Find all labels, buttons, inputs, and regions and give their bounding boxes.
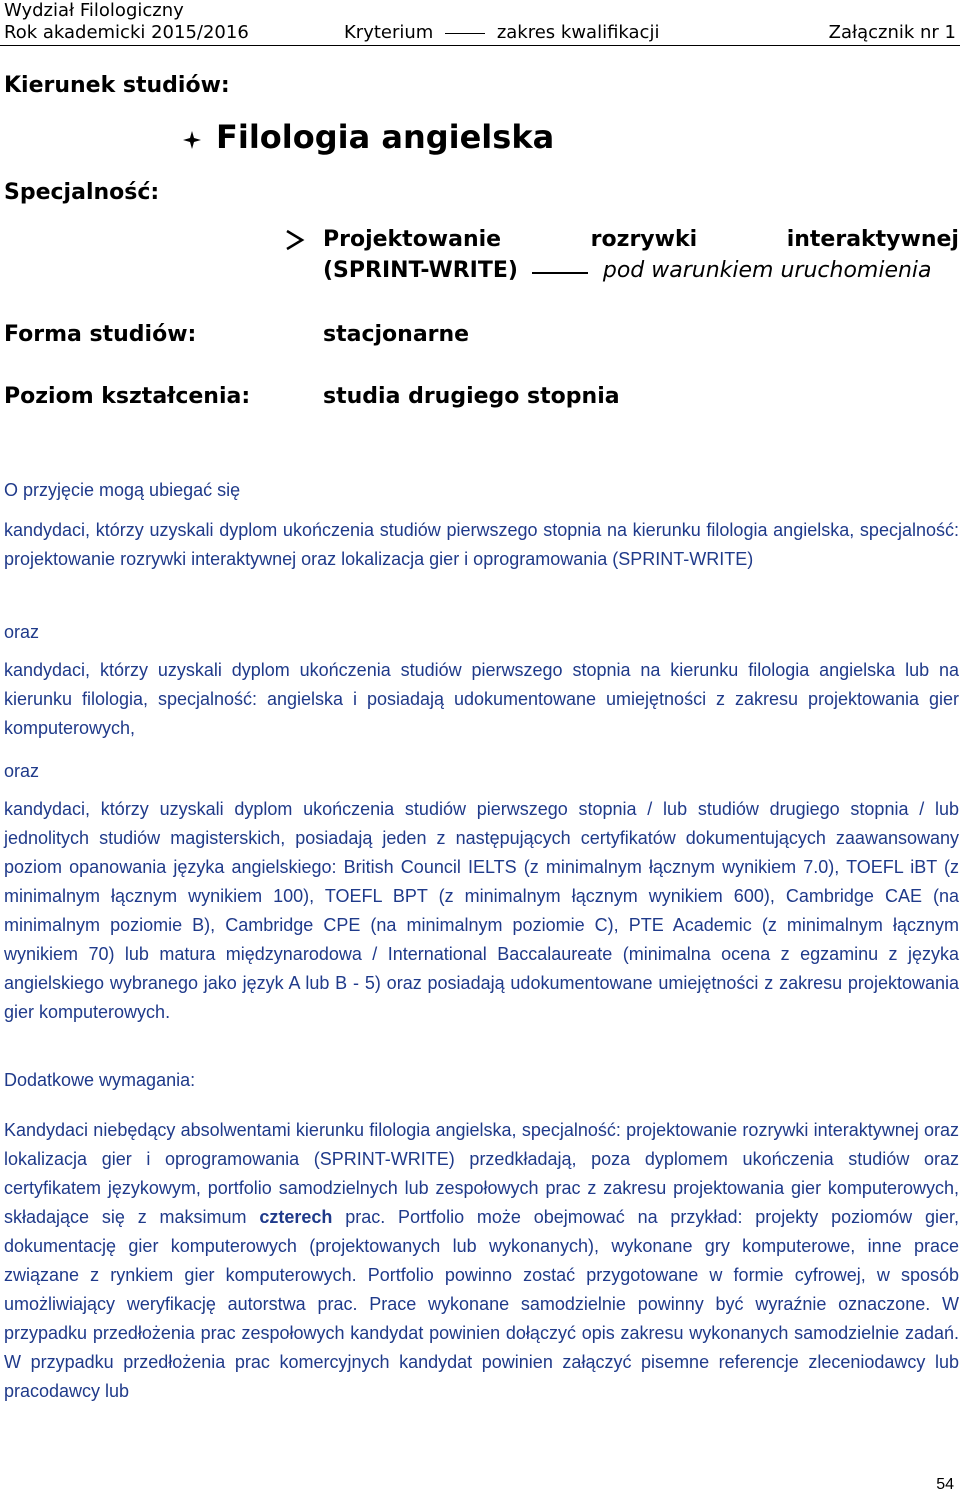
label-level: Poziom kształcenia: bbox=[4, 384, 251, 409]
header-faculty: Wydział Filologiczny bbox=[4, 0, 184, 21]
specialty-line-2 bbox=[323, 258, 932, 283]
specialty-line-1 bbox=[323, 227, 959, 252]
em-dash bbox=[445, 33, 485, 34]
header-criterion-a: Kryterium bbox=[344, 22, 434, 43]
specialty-word-3: interaktywnej bbox=[786, 227, 959, 252]
diamond-bullet-icon bbox=[182, 130, 202, 155]
admission-paragraph-1: kandydaci, którzy uzyskali dyplom ukończenia studiów pierwszego stopnia na kierunku filologia angielska, specjalność: projektowanie rozrywki interaktywnej oraz lokalizacja gier i oprogramowania (SPRINT-WRITE) bbox=[4, 520, 959, 569]
header-rule bbox=[0, 45, 960, 46]
header-academic-year: Rok akademicki 2015/2016 bbox=[4, 22, 249, 43]
direction-value: Filologia angielska bbox=[216, 118, 555, 156]
header-criterion bbox=[344, 22, 659, 43]
admission-heading: O przyjęcie mogą ubiegać się bbox=[4, 480, 241, 500]
label-direction: Kierunek studiów: bbox=[4, 73, 230, 98]
header-attachment: Załącznik nr 1 bbox=[828, 22, 956, 43]
additional-paragraph bbox=[4, 1116, 959, 1406]
form-value: stacjonarne bbox=[323, 322, 470, 347]
level-value: studia drugiego stopnia bbox=[323, 384, 620, 409]
admission-paragraph-3: kandydaci, którzy uzyskali dyplom ukończenia studiów pierwszego stopnia / lub studiów drugiego stopnia / lub jednolitych studiów magisterskich, posiadają jeden z następujących certyfikatów dokumentujących zaawansowany poziom opanowania języka angielskiego: British Council IELTS (z minimalnym łącznym wynikiem 7.0), TOEFL iBT (z minimalnym łącznym wynikiem 100), TOEFL BPT (z minimalnym łącznym wynikiem 600), Cambridge CAE (na minimalnym poziomie B), Cambridge CPE (na minimalnym poziomie C), PTE Academic (z minimalnym łącznym wynikiem 70) lub matura międzynarodowa / International Baccalaureate (minimalna ocena z egzaminu z języka angielskiego wybranego jako język A lub B - 5) oraz posiadają udokumentowane umiejętności z zakresu projektowania gier komputerowych. bbox=[4, 799, 959, 1022]
additional-text-1: Kandydaci niebędący absolwentami kierunku filologia angielska, specjalność: projektowanie rozrywki interaktywnej oraz lokalizacja gier i oprogramowania (SPRINT-WRITE) przedkładają, poza dyplomem ukończenia studiów oraz certyfikatem językowym, portfolio samodzielnych lub zespołowych prac z zakresu projektowania gier komputerowych, składające się z maksimum bbox=[4, 1120, 959, 1227]
specialty-word-1: Projektowanie bbox=[323, 227, 502, 252]
em-dash bbox=[532, 272, 588, 274]
page-number: 54 bbox=[936, 1476, 954, 1493]
admission-paragraph-2: kandydaci, którzy uzyskali dyplom ukończenia studiów pierwszego stopnia na kierunku filologia angielska lub na kierunku filologia, specjalność: angielska i posiadają udokumentowane umiejętności z zakresu projektowania gier komputerowych, bbox=[4, 660, 959, 738]
header-criterion-b: zakres kwalifikacji bbox=[496, 22, 660, 43]
specialty-word-2: rozrywki bbox=[590, 227, 698, 252]
or-separator-1: oraz bbox=[4, 622, 40, 642]
arrow-bullet-icon bbox=[284, 228, 306, 257]
additional-bold-word: czterech bbox=[259, 1207, 333, 1227]
additional-heading: Dodatkowe wymagania: bbox=[4, 1070, 196, 1090]
label-specialty: Specjalność: bbox=[4, 180, 160, 205]
specialty-note: pod warunkiem uruchomienia bbox=[602, 258, 932, 283]
additional-text-2: prac. Portfolio może obejmować na przykład: projekty poziomów gier, dokumentację gier komputerowych (projektowanych lub wykonanych), wykonane gry komputerowe, inne prace związane z rynkiem gier komputerowych. Portfolio powinno zostać przygotowane w formie cyfrowej, w sposób umożliwiający weryfikację autorstwa prac. Prace wykonane samodzielnie powinny być wyraźnie oznaczone. W przypadku przedłożenia prac zespołowych kandydat powinien dołączyć opis zakresu wykonanych samodzielnie zadań. W przypadku przedłożenia prac komercyjnych kandydat powinien załączyć pisemne referencje zleceniodawcy lub pracodawcy lub bbox=[4, 1207, 959, 1401]
label-form: Forma studiów: bbox=[4, 322, 197, 347]
or-separator-2: oraz bbox=[4, 761, 40, 781]
specialty-code: (SPRINT-WRITE) bbox=[323, 258, 518, 283]
